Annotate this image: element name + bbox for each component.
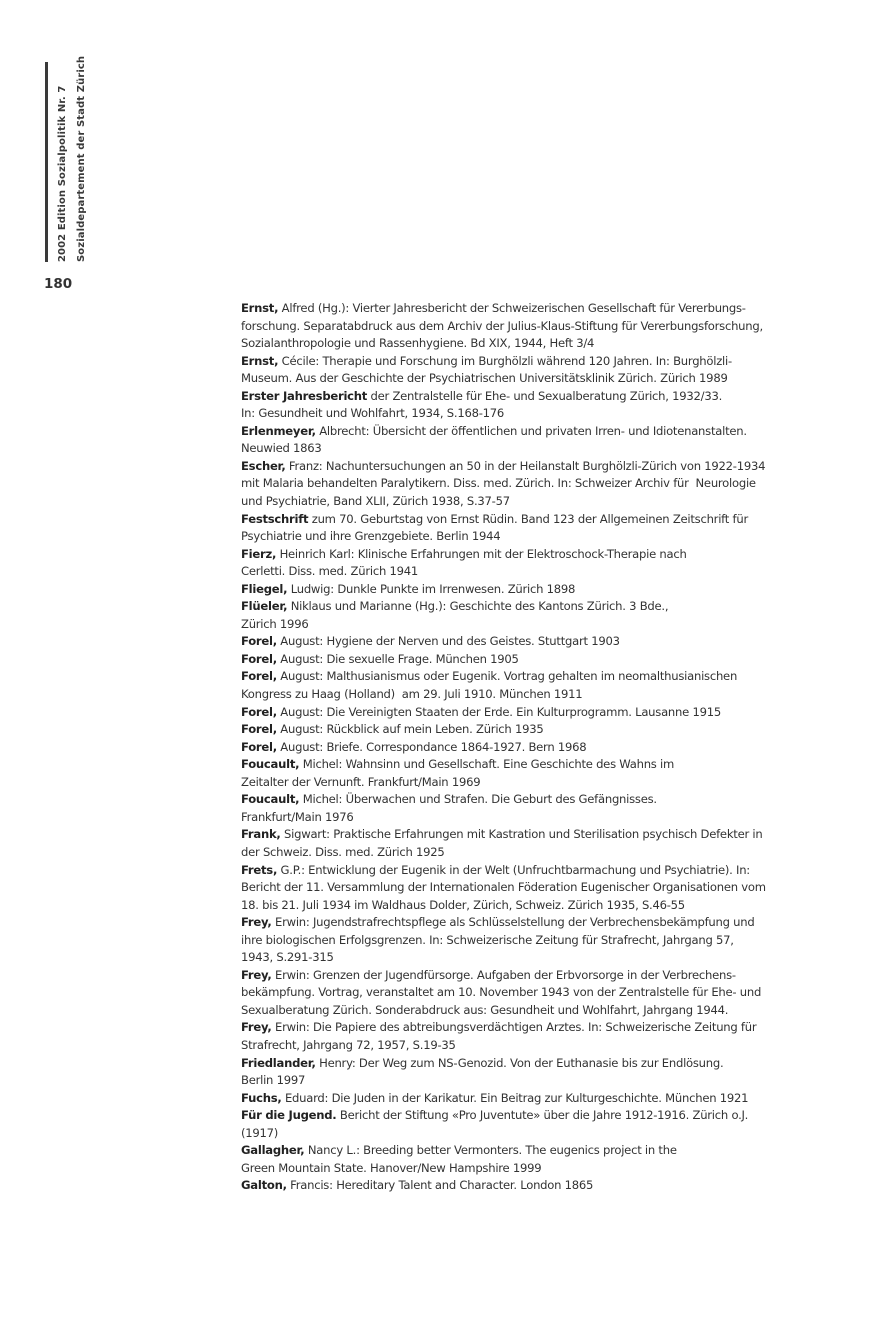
- entry-line: [241, 1002, 816, 1020]
- entry-line: [241, 318, 816, 336]
- entry-line: [241, 1072, 816, 1090]
- bibliography-entry: [241, 423, 816, 458]
- entry-line: [241, 616, 816, 634]
- entry-author: Frets,: [241, 862, 278, 877]
- entry-line: [241, 388, 816, 406]
- bibliography-entry: [241, 598, 816, 633]
- entry-text: zum 70. Geburtstag von Ernst Rüdin. Band 123 der Allgemeinen Zeitschrift für: [308, 511, 748, 526]
- bibliography-entry: [241, 791, 816, 826]
- entry-author: Frank,: [241, 827, 281, 842]
- entry-text: August: Rückblick auf mein Leben. Zürich 1935: [276, 722, 544, 737]
- bibliography-entry: [241, 826, 816, 861]
- entry-line: [241, 897, 816, 915]
- entry-line: [241, 440, 816, 458]
- entry-text: forschung. Separatabdruck aus dem Archiv der Julius-Klaus-Stiftung für Vererbungsforschung,: [241, 318, 763, 333]
- entry-text: Erwin: Grenzen der Jugendfürsorge. Aufgaben der Erbvorsorge in der Verbrechens-: [271, 967, 736, 982]
- entry-text: August: Malthusianismus oder Eugenik. Vortrag gehalten im neomalthusianischen: [276, 669, 738, 684]
- entry-author: Foucault,: [241, 757, 300, 772]
- entry-author: Forel,: [241, 634, 277, 649]
- bibliography-entry: [241, 1055, 816, 1090]
- entry-line: [241, 475, 816, 493]
- entry-line: [241, 405, 816, 423]
- entry-text: 1943, S.291-315: [241, 950, 334, 965]
- entry-author: Festschrift: [241, 511, 309, 526]
- margin-bar: [45, 62, 48, 262]
- entry-line: [241, 423, 816, 441]
- entry-line: [241, 1107, 816, 1125]
- entry-author: Frey,: [241, 1020, 272, 1035]
- entry-text: Kongress zu Haag (Holland) am 29. Juli 1910. München 1911: [241, 687, 583, 702]
- entry-author: Erlenmeyer,: [241, 423, 316, 438]
- entry-line: [241, 1142, 816, 1160]
- entry-line: [241, 581, 816, 599]
- entry-line: [241, 546, 816, 564]
- entry-line: [241, 511, 816, 529]
- entry-text: August: Briefe. Correspondance 1864-1927. Bern 1968: [276, 739, 587, 754]
- bibliography-entry: [241, 581, 816, 599]
- entry-line: [241, 914, 816, 932]
- entry-text: In: Gesundheit und Wohlfahrt, 1934, S.168-176: [241, 406, 505, 421]
- entry-line: [241, 826, 816, 844]
- entry-line: [241, 1019, 816, 1037]
- entry-text: Frankfurt/Main 1976: [241, 809, 354, 824]
- entry-text: 18. bis 21. Juli 1934 im Waldhaus Dolder, Zürich, Schweiz. Zürich 1935, S.46-55: [241, 897, 685, 912]
- entry-author: Galton,: [241, 1178, 287, 1193]
- bibliography-entry: [241, 388, 816, 423]
- entry-line: [241, 1160, 816, 1178]
- entry-text: Neuwied 1863: [241, 441, 322, 456]
- entry-line: [241, 1090, 816, 1108]
- entry-author: Forel,: [241, 739, 277, 754]
- entry-text: Alfred (Hg.): Vierter Jahresbericht der Schweizerischen Gesellschaft für Vererbungs-: [278, 301, 746, 315]
- entry-line: [241, 335, 816, 353]
- bibliography-entry: [241, 721, 816, 739]
- entry-text: Michel: Wahnsinn und Gesellschaft. Eine Geschichte des Wahns im: [299, 757, 675, 772]
- entry-line: [241, 844, 816, 862]
- entry-author: Forel,: [241, 722, 277, 737]
- entry-line: [241, 774, 816, 792]
- entry-line: [241, 370, 816, 388]
- entry-text: der Schweiz. Diss. med. Zürich 1925: [241, 844, 445, 859]
- entry-text: Strafrecht, Jahrgang 72, 1957, S.19-35: [241, 1037, 456, 1052]
- entry-line: [241, 528, 816, 546]
- bibliography-entry: [241, 1142, 816, 1177]
- bibliography-entry: [241, 1177, 816, 1195]
- entry-text: Museum. Aus der Geschichte der Psychiatrischen Universitätsklinik Zürich. Zürich 1989: [241, 371, 728, 386]
- entry-author: Ernst,: [241, 301, 279, 315]
- entry-author: Erster Jahresbericht: [241, 388, 368, 403]
- entry-text: Albrecht: Übersicht der öffentlichen und privaten Irren- und Idiotenanstalten.: [315, 423, 747, 438]
- entry-line: [241, 1055, 816, 1073]
- bibliography-entry: [241, 1090, 816, 1108]
- series-title: 2002 Edition Sozialpolitik Nr. 7: [57, 85, 68, 262]
- bibliography-entry: [241, 862, 816, 915]
- entry-line: [241, 791, 816, 809]
- entry-line: [241, 984, 816, 1002]
- entry-text: mit Malaria behandelten Paralytikern. Diss. med. Zürich. In: Schweizer Archiv für Neurologie: [241, 476, 756, 491]
- entry-author: Forel,: [241, 704, 277, 719]
- entry-text: Cécile: Therapie und Forschung im Burghölzli während 120 Jahren. In: Burghölzli-: [278, 353, 732, 368]
- entry-text: G.P.: Entwicklung der Eugenik in der Welt (Unfruchtbarmachung und Psychiatrie). In:: [277, 862, 750, 877]
- entry-text: der Zentralstelle für Ehe- und Sexualberatung Zürich, 1932/33.: [367, 388, 723, 403]
- entry-text: Cerletti. Diss. med. Zürich 1941: [241, 564, 418, 579]
- entry-line: [241, 493, 816, 511]
- entry-author: Foucault,: [241, 792, 300, 807]
- entry-text: Zürich 1996: [241, 616, 309, 631]
- bibliography-entry: [241, 458, 816, 511]
- bibliography-entry: [241, 546, 816, 581]
- entry-text: Sexualberatung Zürich. Sonderabdruck aus: Gesundheit und Wohlfahrt, Jahrgang 1944.: [241, 1002, 729, 1017]
- entry-text: bekämpfung. Vortrag, veranstaltet am 10. November 1943 von der Zentralstelle für Ehe- und: [241, 985, 762, 1000]
- entry-text: Niklaus und Marianne (Hg.): Geschichte des Kantons Zürich. 3 Bde.,: [287, 599, 669, 614]
- entry-text: Erwin: Die Papiere des abtreibungsverdächtigen Arztes. In: Schweizerische Zeitung für: [271, 1020, 757, 1035]
- entry-line: [241, 1125, 816, 1143]
- entry-text: Psychiatrie und ihre Grenzgebiete. Berlin 1944: [241, 529, 501, 544]
- entry-line: [241, 651, 816, 669]
- entry-line: [241, 598, 816, 616]
- entry-text: Nancy L.: Breeding better Vermonters. The eugenics project in the: [304, 1143, 677, 1158]
- page-number: 180: [44, 276, 73, 292]
- entry-text: Erwin: Jugendstrafrechtspflege als Schlüsselstellung der Verbrechensbekämpfung und: [271, 915, 755, 930]
- entry-text: Zeitalter der Vernunft. Frankfurt/Main 1969: [241, 774, 481, 789]
- entry-line: [241, 686, 816, 704]
- entry-text: Franz: Nachuntersuchungen an 50 in der Heilanstalt Burghölzli-Zürich von 1922-1934: [285, 458, 766, 473]
- entry-author: Forel,: [241, 651, 277, 666]
- entry-line: [241, 932, 816, 950]
- entry-text: (1917): [241, 1125, 279, 1140]
- entry-author: Ernst,: [241, 353, 279, 368]
- entry-text: Heinrich Karl: Klinische Erfahrungen mit der Elektroschock-Therapie nach: [276, 546, 687, 561]
- entry-line: [241, 967, 816, 985]
- bibliography-entry: [241, 704, 816, 722]
- entry-line: [241, 704, 816, 722]
- entry-line: [241, 563, 816, 581]
- entry-text: Henry: Der Weg zum NS-Genozid. Von der Euthanasie bis zur Endlösung.: [315, 1055, 724, 1070]
- entry-line: [241, 1037, 816, 1055]
- entry-text: Berlin 1997: [241, 1073, 306, 1088]
- entry-text: Bericht der 11. Versammlung der Internationalen Föderation Eugenischer Organisationen vom: [241, 880, 766, 895]
- entry-text: Sozialanthropologie und Rassenhygiene. Bd XIX, 1944, Heft 3/4: [241, 336, 595, 351]
- entry-author: Flüeler,: [241, 599, 288, 614]
- publisher-title: Sozialdepartement der Stadt Zürich: [76, 55, 87, 262]
- entry-line: [241, 668, 816, 686]
- bibliography-entry: [241, 1107, 816, 1142]
- entry-author: Forel,: [241, 669, 277, 684]
- bibliography-entry: [241, 967, 816, 1020]
- entry-author: Fierz,: [241, 546, 277, 561]
- entry-line: [241, 300, 816, 318]
- entry-line: [241, 809, 816, 827]
- entry-text: Ludwig: Dunkle Punkte im Irrenwesen. Zürich 1898: [287, 581, 576, 596]
- entry-text: August: Hygiene der Nerven und des Geistes. Stuttgart 1903: [276, 634, 620, 649]
- entry-line: [241, 756, 816, 774]
- bibliography-entry: [241, 756, 816, 791]
- entry-author: Friedlander,: [241, 1055, 316, 1070]
- entry-line: [241, 353, 816, 371]
- entry-line: [241, 1177, 816, 1195]
- entry-line: [241, 862, 816, 880]
- entry-text: August: Die sexuelle Frage. München 1905: [276, 651, 519, 666]
- entry-text: Bericht der Stiftung «Pro Juventute» über die Jahre 1912-1916. Zürich o.J.: [336, 1108, 749, 1123]
- entry-text: ihre biologischen Erfolgsgrenzen. In: Schweizerische Zeitung für Strafrecht, Jahrgang 57,: [241, 932, 734, 947]
- entry-author: Fliegel,: [241, 581, 288, 596]
- entry-text: August: Die Vereinigten Staaten der Erde. Ein Kulturprogramm. Lausanne 1915: [276, 704, 721, 719]
- entry-line: [241, 879, 816, 897]
- entry-text: und Psychiatrie, Band XLII, Zürich 1938, S.37-57: [241, 494, 510, 509]
- entry-text: Sigwart: Praktische Erfahrungen mit Kastration und Sterilisation psychisch Defekter in: [280, 827, 763, 842]
- bibliography-entry: [241, 353, 816, 388]
- entry-text: Francis: Hereditary Talent and Character. London 1865: [286, 1178, 594, 1193]
- entry-author: Gallagher,: [241, 1143, 305, 1158]
- entry-author: Fuchs,: [241, 1090, 282, 1105]
- entry-author: Escher,: [241, 458, 286, 473]
- entry-text: Green Mountain State. Hanover/New Hampshire 1999: [241, 1160, 542, 1175]
- bibliography-entry: [241, 739, 816, 757]
- bibliography-list: [241, 300, 816, 1195]
- entry-line: [241, 633, 816, 651]
- bibliography-entry: [241, 668, 816, 703]
- bibliography-entry: [241, 300, 816, 353]
- entry-author: Frey,: [241, 967, 272, 982]
- entry-text: Eduard: Die Juden in der Karikatur. Ein Beitrag zur Kulturgeschichte. München 1921: [281, 1090, 749, 1105]
- entry-author: Frey,: [241, 915, 272, 930]
- entry-line: [241, 458, 816, 476]
- entry-line: [241, 739, 816, 757]
- bibliography-entry: [241, 651, 816, 669]
- bibliography-entry: [241, 1019, 816, 1054]
- bibliography-entry: [241, 633, 816, 651]
- bibliography-entry: [241, 914, 816, 967]
- entry-text: Michel: Überwachen und Strafen. Die Geburt des Gefängnisses.: [299, 792, 657, 807]
- bibliography-entry: [241, 511, 816, 546]
- entry-line: [241, 949, 816, 967]
- entry-line: [241, 721, 816, 739]
- entry-author: Für die Jugend.: [241, 1108, 337, 1123]
